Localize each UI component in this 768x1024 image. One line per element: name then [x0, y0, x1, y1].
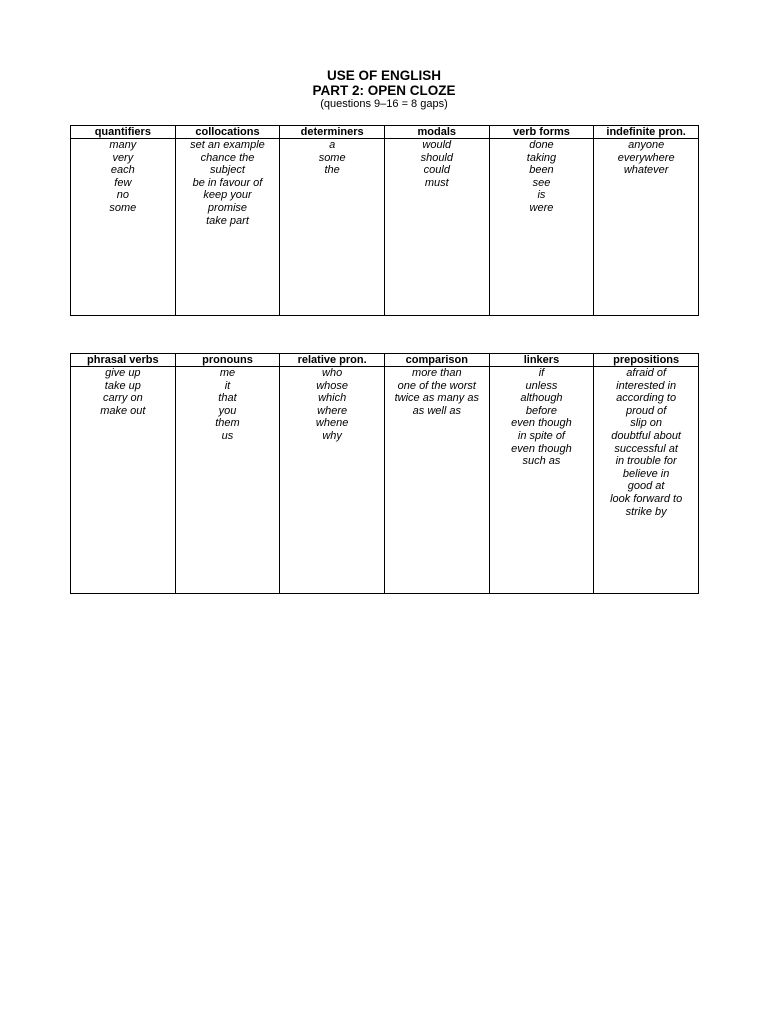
list-item: me [219, 367, 236, 379]
list-item: even though [511, 417, 572, 430]
list-item: were [529, 201, 554, 214]
list-item: doubtful about [611, 429, 681, 442]
list-item: everywhere [617, 151, 675, 164]
list-item: twice as many as [394, 392, 479, 405]
list-item: a [329, 139, 336, 151]
cloze-table-2 [70, 353, 699, 594]
column-header: relative pron. [280, 354, 385, 367]
column-items [71, 367, 176, 594]
list-item: such as [522, 455, 561, 468]
list-item: in spite of [517, 429, 565, 442]
column-items [384, 367, 489, 594]
list-item: whose [316, 379, 349, 392]
list-item: should [420, 151, 453, 164]
list-item: subject [210, 164, 245, 177]
list-item: done [529, 139, 554, 151]
header [0, 68, 768, 111]
column-header: collocations [175, 126, 280, 139]
list-item: slip on [630, 417, 663, 430]
list-item: some [109, 201, 137, 214]
list-item: each [110, 164, 135, 177]
list-item: the [324, 164, 340, 177]
list-item: as well as [412, 404, 461, 417]
list-item: if [538, 367, 545, 379]
list-item: chance the [200, 151, 255, 164]
list-item: one of the worst [397, 379, 476, 392]
column-header: indefinite pron. [594, 126, 699, 139]
items-row [71, 139, 699, 316]
column-header: pronouns [175, 354, 280, 367]
list-item: although [520, 392, 563, 405]
list-item: according to [616, 392, 677, 405]
list-item: few [114, 176, 132, 189]
column-header: prepositions [594, 354, 699, 367]
list-item: believe in [622, 467, 670, 480]
list-item: be in favour of [192, 176, 263, 189]
column-header: quantifiers [71, 126, 176, 139]
list-item: make out [100, 404, 146, 417]
list-item: us [221, 429, 234, 442]
list-item: look forward to [610, 492, 683, 505]
page-subtitle: (questions 9–16 = 8 gaps) [320, 98, 448, 110]
column-items [175, 139, 280, 316]
list-item: it [224, 379, 231, 392]
column-header: modals [384, 126, 489, 139]
list-item: give up [105, 367, 141, 379]
list-item: carry on [102, 392, 143, 405]
list-item: you [218, 404, 237, 417]
list-item: no [116, 189, 129, 202]
list-item: afraid of [626, 367, 667, 379]
column-items [175, 367, 280, 594]
column-items [489, 139, 594, 316]
column-items [594, 139, 699, 316]
list-item: whene [315, 417, 349, 430]
list-item: where [317, 404, 348, 417]
cloze-table-1 [70, 125, 699, 316]
list-item: would [422, 139, 452, 151]
list-item: take part [206, 214, 249, 227]
list-item: who [322, 367, 343, 379]
list-item: whatever [623, 164, 669, 177]
list-item: promise [207, 201, 248, 214]
list-item: unless [525, 379, 558, 392]
column-header: determiners [280, 126, 385, 139]
list-item: even though [511, 442, 572, 455]
list-item: keep your [203, 189, 252, 202]
items-row [71, 367, 699, 594]
header-row [71, 126, 699, 139]
column-items [280, 367, 385, 594]
column-header: verb forms [489, 126, 594, 139]
list-item: good at [627, 480, 665, 493]
list-item: anyone [628, 139, 665, 151]
page-title: USE OF ENGLISH [326, 68, 441, 83]
list-item: many [109, 139, 137, 151]
list-item: that [218, 392, 237, 405]
list-item: see [532, 176, 551, 189]
column-items [594, 367, 699, 594]
column-items [489, 367, 594, 594]
list-item: in trouble for [615, 455, 677, 468]
header-row [71, 354, 699, 367]
list-item: before [525, 404, 558, 417]
list-item: could [423, 164, 450, 177]
list-item: why [322, 429, 342, 442]
column-header: comparison [384, 354, 489, 367]
list-item: successful at [614, 442, 678, 455]
list-item: set an example [190, 139, 265, 151]
list-item: some [318, 151, 346, 164]
list-item: taking [526, 151, 557, 164]
part-title: PART 2: OPEN CLOZE [312, 83, 456, 98]
list-item: been [529, 164, 554, 177]
column-items [384, 139, 489, 316]
list-item: more than [412, 367, 462, 379]
list-item: which [318, 392, 347, 405]
list-item: interested in [616, 379, 677, 392]
column-items [280, 139, 385, 316]
column-items [71, 139, 176, 316]
list-item: strike by [625, 505, 667, 518]
list-item: them [215, 417, 240, 430]
list-item: proud of [625, 404, 667, 417]
list-item: is [537, 189, 546, 202]
column-header: phrasal verbs [71, 354, 176, 367]
list-item: very [112, 151, 134, 164]
list-item: must [424, 176, 449, 189]
list-item: take up [104, 379, 141, 392]
column-header: linkers [489, 354, 594, 367]
